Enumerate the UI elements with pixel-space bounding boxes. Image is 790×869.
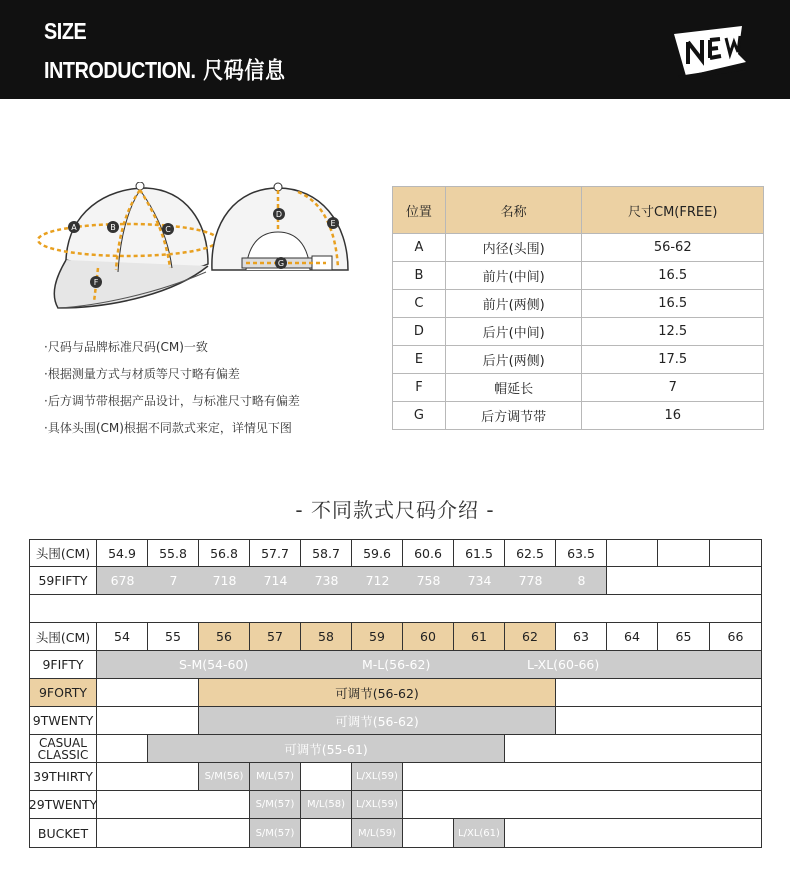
spec-table [392,186,764,430]
nineforty-row [29,678,762,707]
row-label [29,734,97,763]
head-cell: 63.5 [555,539,607,567]
spec-cell: D [393,318,446,346]
spec-cell: 后方调节带 [445,402,582,430]
thirty-row [29,762,762,791]
back-cap-drawing [212,183,348,270]
head-cell: 58.7 [300,539,352,567]
size-range: S-M(54-60) [179,657,249,672]
head-cell: 64 [606,622,658,651]
size-band: 可调节(55-61) [147,734,505,763]
empty-cell [96,818,250,848]
head-cell-highlight: 60 [402,622,454,651]
size-value: 738 [314,573,339,588]
table-row [393,290,764,318]
head-cell: 54 [96,622,148,651]
empty-cell [606,539,658,567]
spec-header-size: 尺寸CM(FREE) [582,187,764,234]
spacer-row [29,594,762,623]
svg-text:D: D [275,210,283,219]
ninefifty-row [29,650,762,679]
spec-header-position: 位置 [393,187,446,234]
casual-classic-row [29,734,762,763]
size-value: 778 [518,573,543,588]
spec-header-row [393,187,764,234]
spec-cell: 12.5 [582,318,764,346]
size-value: 714 [263,573,288,588]
spec-cell: A [393,234,446,262]
head-cell-highlight: 58 [300,622,352,651]
size-band: 可调节(56-62) [198,678,556,707]
fifty-size-row [29,566,762,595]
head-cell: 60.6 [402,539,454,567]
svg-text:E: E [330,219,336,228]
front-cap-drawing [38,182,218,308]
note-item: ·尺码与品牌标准尺码(CM)一致 [44,340,208,354]
header-title-cn: . 尺码信息 [190,57,286,83]
spec-cell: 7 [582,374,764,402]
svg-text:G: G [277,259,285,268]
head-cell: 62.5 [504,539,556,567]
row-label: 59FIFTY [29,566,97,595]
empty-cell [402,790,762,819]
head-cell: 61.5 [453,539,505,567]
empty-cell [504,734,762,763]
cap-measurement-diagram [36,182,366,322]
table-row [393,346,764,374]
size-notes [44,334,300,442]
spec-cell: 17.5 [582,346,764,374]
spec-cell: 帽延长 [445,374,582,402]
head-cell: 55.8 [147,539,199,567]
empty-cell [96,762,199,791]
table-row [393,234,764,262]
spec-cell: C [393,290,446,318]
row-label: 头围(CM) [29,622,97,651]
table-row [393,402,764,430]
spec-cell: 前片(中间) [445,262,582,290]
head-cell-highlight: 56 [198,622,250,651]
empty-cell [555,678,762,707]
size-chip: S/M(57) [249,790,301,819]
header-title-en: INTRODUCTION [44,57,191,83]
size-grid [29,539,763,849]
empty-cell [300,762,352,791]
twentynine-row [29,790,762,819]
svg-text:C: C [165,225,171,234]
size-chip: S/M(56) [198,762,250,791]
size-chip: M/L(59) [351,818,403,848]
fifty-head-row [29,539,762,567]
size-value: 678 [110,573,135,588]
empty-cell [709,539,762,567]
head-size-row [29,622,762,651]
row-label: BUCKET [29,818,97,848]
header-title-introduction [44,52,286,85]
header-banner [0,0,790,99]
spec-cell: 内径(头围) [445,234,582,262]
head-cell: 56.8 [198,539,250,567]
empty-cell [96,790,250,819]
size-value: 718 [212,573,237,588]
head-cell: 65 [657,622,710,651]
size-chip: S/M(57) [249,818,301,848]
empty-cell [555,706,762,735]
size-chip: L/XL(59) [351,762,403,791]
empty-cell [657,539,710,567]
empty-cell [29,594,762,623]
spec-cell: 16.5 [582,262,764,290]
row-label: 9TWENTY [29,706,97,735]
empty-cell [504,818,762,848]
spec-cell: 后片(两侧) [445,346,582,374]
row-label-line: CASUAL [39,735,87,750]
svg-text:B: B [110,223,116,232]
head-cell: 63 [555,622,607,651]
spec-cell: G [393,402,446,430]
ninetwenty-row [29,706,762,735]
row-label: 9FIFTY [29,650,97,679]
spec-cell: E [393,346,446,374]
size-value: 712 [365,573,390,588]
brand-flag-logo [672,24,748,80]
spec-cell: B [393,262,446,290]
spec-header-name: 名称 [445,187,582,234]
spec-cell: 56-62 [582,234,764,262]
empty-cell [300,818,352,848]
head-cell: 59.6 [351,539,403,567]
note-item: ·后方调节带根据产品设计，与标准尺寸略有偏差 [44,394,300,408]
empty-cell [96,734,148,763]
bucket-row [29,818,762,848]
empty-cell [96,678,199,707]
row-label: 9FORTY [29,678,97,707]
empty-cell [402,762,762,791]
row-label: 29TWENTY [29,790,97,819]
size-value: 734 [467,573,492,588]
head-cell: 54.9 [96,539,148,567]
head-cell-highlight: 62 [504,622,556,651]
note-item: ·根据测量方式与材质等尺寸略有偏差 [44,367,240,381]
head-cell-highlight: 59 [351,622,403,651]
size-chip: M/L(58) [300,790,352,819]
table-row [393,262,764,290]
spec-cell: 后片(中间) [445,318,582,346]
row-label-line: CLASSIC [37,747,89,762]
size-chip: M/L(57) [249,762,301,791]
head-cell-highlight: 61 [453,622,505,651]
header-title-size: SIZE [44,18,87,44]
table-row [393,374,764,402]
note-item: ·具体头围(CM)根据不同款式来定，详情见下图 [44,421,292,435]
svg-text:F: F [93,278,99,287]
head-cell: 57.7 [249,539,301,567]
empty-cell [96,706,199,735]
size-range: L-XL(60-66) [527,657,600,672]
section-subtitle: - 不同款式尺码介绍 - [295,498,495,522]
size-value: 8 [577,573,586,588]
size-value: 758 [416,573,441,588]
spec-cell: 前片(两侧) [445,290,582,318]
spec-cell: 16.5 [582,290,764,318]
size-chip: L/XL(59) [351,790,403,819]
spec-cell: F [393,374,446,402]
table-row [393,318,764,346]
row-label: 头围(CM) [29,539,97,567]
row-label: 39THIRTY [29,762,97,791]
size-chip: L/XL(61) [453,818,505,848]
head-cell: 55 [147,622,199,651]
size-range: M-L(56-62) [362,657,431,672]
svg-text:A: A [71,223,77,232]
size-band: 可调节(56-62) [198,706,556,735]
size-value: 7 [169,573,178,588]
empty-cell [402,818,454,848]
head-cell: 66 [709,622,762,651]
empty-cell [606,566,762,595]
head-cell-highlight: 57 [249,622,301,651]
fifty-size-values [97,566,607,595]
spec-cell: 16 [582,402,764,430]
